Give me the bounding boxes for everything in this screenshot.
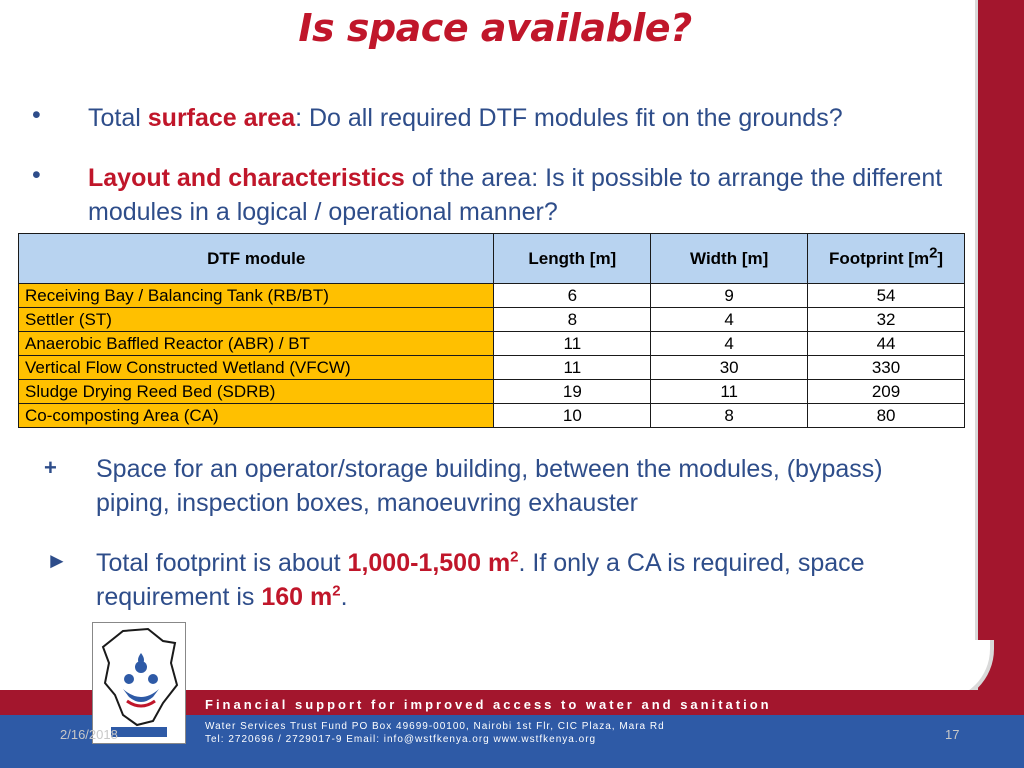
cell-footprint: 44: [808, 332, 965, 356]
bullet-text: of the area: Is it possible to arrange the different modules in a logical / operational manner?: [88, 164, 943, 226]
table-row: [19, 404, 965, 428]
bullet-layout: [88, 161, 958, 229]
cell-length: 10: [494, 404, 651, 428]
kenya-map-icon: [93, 623, 185, 743]
cell-length: 19: [494, 380, 651, 404]
cell-footprint: 54: [808, 284, 965, 308]
cell-footprint: 80: [808, 404, 965, 428]
cell-width: 11: [651, 380, 808, 404]
footer-contact-line1: Water Services Trust Fund PO Box 49699-00100, Nairobi 1st Flr, CIC Plaza, Mara Rd: [205, 721, 665, 732]
header-footprint: [808, 234, 965, 284]
slide-number: 17: [945, 727, 960, 742]
slide-date: 2/16/2018: [60, 727, 118, 742]
cell-width: 9: [651, 284, 808, 308]
table-row: [19, 380, 965, 404]
bullet-text: : Do all required DTF modules fit on the grounds?: [295, 104, 843, 132]
cell-footprint: 32: [808, 308, 965, 332]
bullet-emphasis: surface area: [147, 104, 296, 132]
header-width: Width [m]: [651, 234, 808, 284]
cell-module: Sludge Drying Reed Bed (SDRB): [19, 380, 494, 404]
summary-range: 1,000-1,500 m: [347, 549, 511, 577]
slide-title: Is space available?: [298, 6, 692, 50]
cell-length: 8: [494, 308, 651, 332]
summary-sup: 2: [332, 582, 341, 600]
dtf-module-table: [18, 233, 965, 428]
cell-length: 11: [494, 356, 651, 380]
wstf-logo: [92, 622, 186, 744]
cell-module: Vertical Flow Constructed Wetland (VFCW): [19, 356, 494, 380]
cell-width: 30: [651, 356, 808, 380]
table-header-row: [19, 234, 965, 284]
cell-width: 8: [651, 404, 808, 428]
bullet-emphasis: Layout and characteristics: [88, 164, 405, 192]
cell-module: Co-composting Area (CA): [19, 404, 494, 428]
summary-text: Total footprint is about: [96, 549, 348, 577]
cell-footprint: 209: [808, 380, 965, 404]
bullet-marker: •: [32, 161, 41, 189]
cell-module: Settler (ST): [19, 308, 494, 332]
footer-slogan: Financial support for improved access to water and sanitation: [205, 697, 772, 712]
cell-module: Receiving Bay / Balancing Tank (RB/BT): [19, 284, 494, 308]
cell-length: 6: [494, 284, 651, 308]
cell-width: 4: [651, 308, 808, 332]
summary-text: .: [340, 583, 348, 611]
header-dtf-module: DTF module: [19, 234, 494, 284]
table-row: [19, 308, 965, 332]
summary-sup: 2: [510, 548, 519, 566]
bullet-text: Total: [88, 104, 148, 132]
summary-ca-area: 160 m: [261, 583, 333, 611]
arrow-marker: ►: [46, 548, 68, 573]
cell-length: 11: [494, 332, 651, 356]
header-length: Length [m]: [494, 234, 651, 284]
header-footprint-text: Footprint [m: [828, 248, 930, 268]
cell-footprint: 330: [808, 356, 965, 380]
table-row: [19, 284, 965, 308]
footer-contact-line2: Tel: 2720696 / 2729017-9 Email: info@wstfkenya.org www.wstfkenya.org: [205, 734, 597, 745]
table-row: [19, 332, 965, 356]
header-footprint-close: ]: [937, 248, 944, 268]
cell-width: 4: [651, 332, 808, 356]
space-note: Space for an operator/storage building, between the modules, (bypass) piping, inspection boxes, manoeuvring exhauster: [96, 455, 883, 517]
table-row: [19, 356, 965, 380]
bullet-surface-area: [88, 101, 958, 135]
bullet-marker: •: [32, 101, 41, 129]
footprint-summary: [96, 546, 956, 614]
cell-module: Anaerobic Baffled Reactor (ABR) / BT: [19, 332, 494, 356]
plus-marker: +: [44, 455, 57, 480]
header-footprint-sup: 2: [929, 243, 938, 261]
summary-text: . If only a CA is required, space requirement is: [96, 549, 865, 611]
